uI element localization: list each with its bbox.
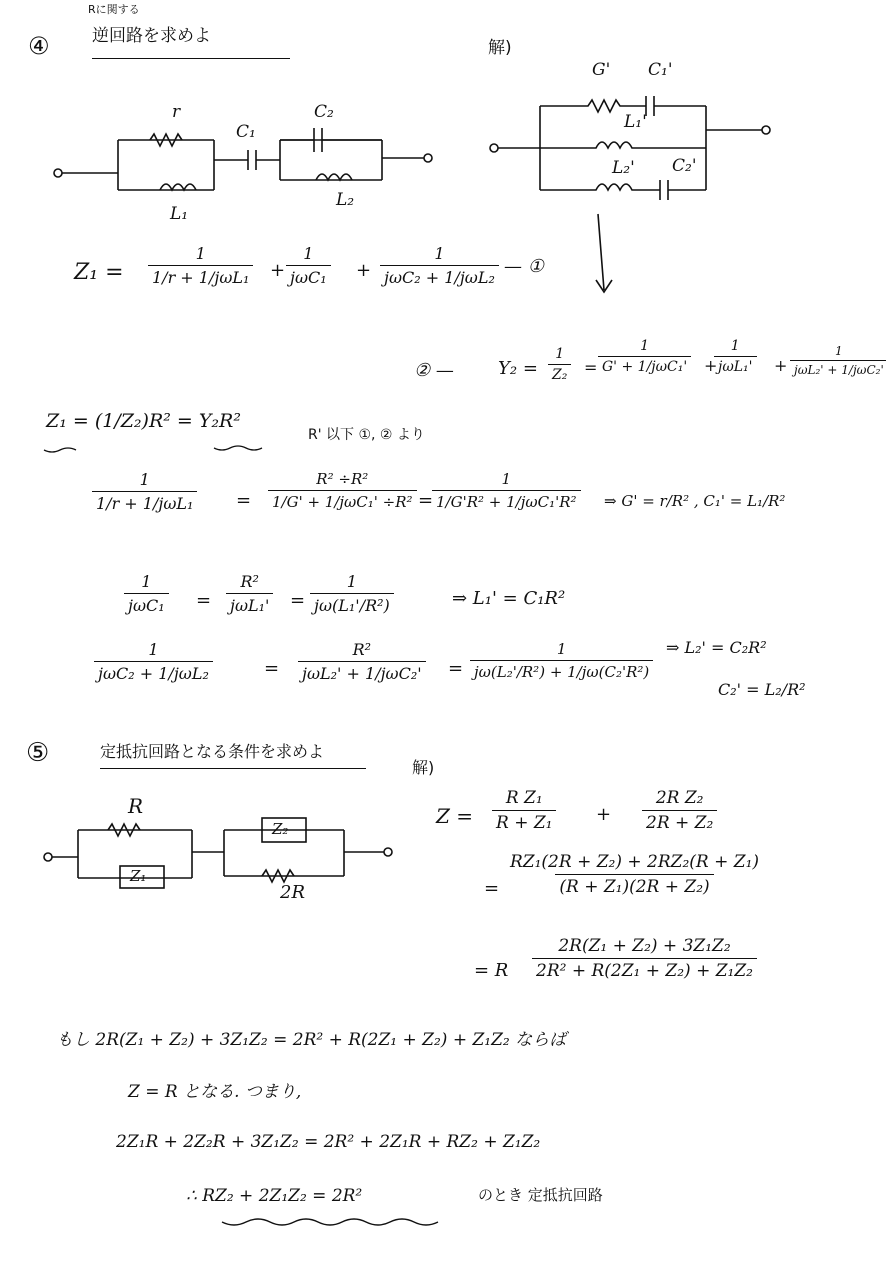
z-line2-frac: $\frac{\text{RZ₁(2R + Z₂) + 2RZ₂(R + Z₁)}}{\text{(R + Z₁)(2R + Z₂)}}$ — [510, 852, 760, 897]
eq-row3-frac-b: R² jωL₂' + 1/jωC₂' — [298, 640, 426, 683]
result-3a: ⇒ L₂' = C₂R² — [666, 638, 767, 657]
z-line3-frac: $\frac{\text{2R(Z₁ + Z₂) + 3Z₁Z₂}}{\text{2R² + R(2Z₁ + Z₂) + Z₁Z₂}}$ — [532, 936, 757, 981]
plus-sign: + — [596, 804, 612, 825]
label-L2: L₂ — [336, 190, 355, 210]
eq-row1-frac-b: R² ÷R² 1/G' + 1/jωC₁' ÷R² — [268, 470, 417, 511]
result-1: ⇒ G' = r/R² , C₁' = L₁/R² — [604, 492, 786, 510]
section4-note: Rに関する — [88, 3, 140, 16]
result-3b: C₂' = L₂/R² — [718, 680, 806, 699]
label-C2: C₂ — [314, 102, 334, 122]
label-Z2: Z₂ — [272, 820, 289, 838]
z-line3-lhs: = R — [474, 960, 509, 981]
eq2-frac-d: 1 jωL₂' + 1/jωC₂' — [790, 344, 886, 377]
equals-sign: = — [264, 658, 280, 679]
equals-sign: = — [196, 590, 212, 611]
label-C2p: C₂' — [672, 156, 697, 176]
equals-sign: = — [418, 490, 434, 511]
eq2-frac-c: 1 jωL₁' — [714, 338, 757, 375]
eq1-frac-a: 1 1/r + 1/jωL₁ — [148, 244, 253, 287]
eq1-frac-c: 1 jωC₂ + 1/jωL₂ — [380, 244, 499, 287]
section5-solution: 解) — [412, 758, 435, 777]
label-2R: 2R — [280, 882, 306, 903]
eq2-frac-a: $\frac{1}{\text{Z₂}}$ — [548, 346, 571, 383]
equals-sign: = — [484, 878, 500, 899]
eq2-lhs: Y₂ = — [498, 358, 538, 379]
condition-3: 2Z₁R + 2Z₂R + 3Z₁Z₂ = 2R² + 2Z₁R + RZ₂ + Z₁Z₂ — [116, 1132, 541, 1152]
relation-note: R' 以下 ①, ② より — [308, 427, 425, 443]
eq-row1-frac-a: 1 1/r + 1/jωL₁ — [92, 470, 197, 513]
condition-4-note: のとき 定抵抗回路 — [478, 1186, 603, 1204]
eq1-lhs: Z₁ = — [74, 260, 124, 285]
eq1-frac-b: 1 jωC₁ — [286, 244, 331, 287]
eq-row2-frac-a: 1 jωC₁ — [124, 572, 169, 615]
label-L2p: L₂' — [612, 158, 635, 178]
z-line1-frac-a: $\frac{\text{R Z₁}}{\text{R + Z₁}}$ — [492, 788, 556, 833]
eq-row3-frac-a: 1 jωC₂ + 1/jωL₂ — [94, 640, 213, 683]
eq-row3-frac-c: $\frac{1}{\text{jω(L₂'/R²) + 1/jω(C₂'R²)}}$ — [470, 640, 653, 681]
label-r: r — [172, 102, 181, 122]
label-L1p: L₁' — [624, 112, 647, 132]
equals-sign: = — [448, 658, 464, 679]
condition-2: Z = R となる. つまり, — [128, 1082, 302, 1102]
equals-sign: = — [236, 490, 252, 511]
plus-sign: + — [704, 356, 718, 375]
eq-row2-frac-b: R² jωL₁' — [226, 572, 273, 615]
label-C1p: C₁' — [648, 60, 673, 80]
plus-sign: + — [356, 260, 372, 281]
z-line1-lhs: Z = — [436, 804, 474, 828]
z-line1-frac-b: $\frac{\text{2R Z₂}}{\text{2R + Z₂}}$ — [642, 788, 717, 833]
section4-title: 逆回路を求めよ — [92, 26, 211, 46]
label-Gp: G' — [592, 60, 611, 80]
equals-sign: = — [584, 358, 598, 377]
equals-sign: = — [290, 590, 306, 611]
eq-row1-frac-c: 1 1/G'R² + 1/jωC₁'R² — [432, 470, 581, 511]
condition-4-result: ∴ RZ₂ + 2Z₁Z₂ = 2R² — [186, 1186, 363, 1206]
section5-title: 定抵抗回路となる条件を求めよ — [100, 742, 325, 761]
label-C1: C₁ — [236, 122, 256, 142]
section5-number: ⑤ — [26, 738, 50, 768]
eq2-frac-b: 1 G' + 1/jωC₁' — [598, 338, 691, 375]
condition-1: もし 2R(Z₁ + Z₂) + 3Z₁Z₂ = 2R² + R(2Z₁ + Z₂) + Z₁Z₂ ならば — [56, 1030, 567, 1050]
eq1-tag: — ① — [504, 256, 544, 277]
label-R: R — [128, 794, 144, 818]
relation: Z₁ = (1/Z₂)R² = Y₂R² — [46, 410, 241, 432]
label-Z1: Z₁ — [130, 867, 147, 885]
plus-sign: + — [270, 260, 286, 281]
section4-number: ④ — [28, 32, 50, 60]
eq2-tag: ② — — [414, 360, 454, 381]
section4-solution: 解) — [488, 38, 512, 58]
plus-sign: + — [774, 356, 788, 375]
result-2: ⇒ L₁' = C₁R² — [452, 588, 566, 609]
eq-row2-frac-c: $\frac{1}{\text{jω(L₁'/R²)}}$ — [310, 572, 394, 615]
label-L1: L₁ — [170, 204, 189, 224]
